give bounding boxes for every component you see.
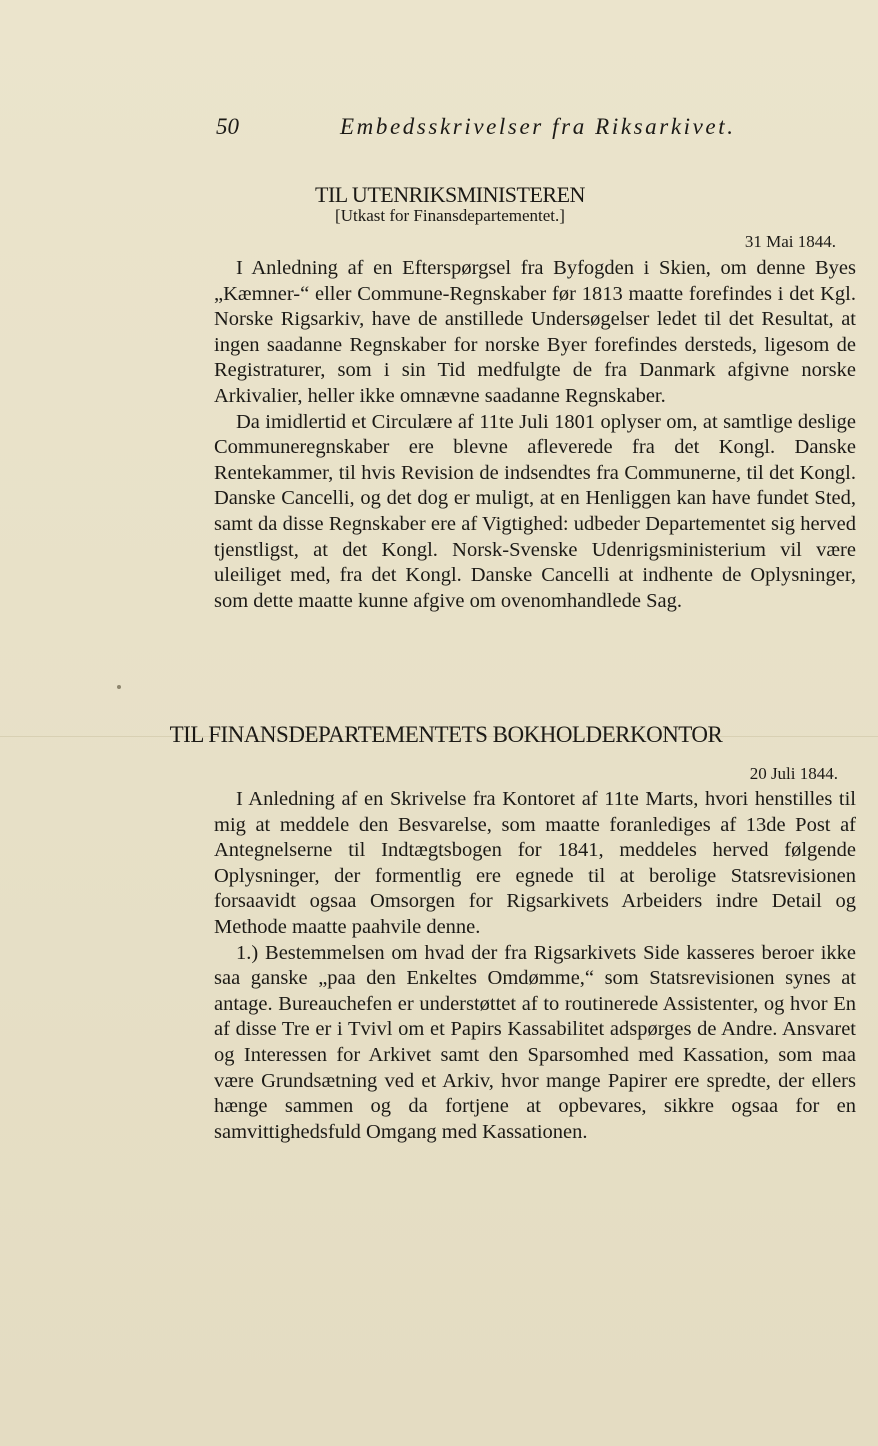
running-title: Embedsskrivelser fra Riksarkivet. [340,114,736,139]
letter1-paragraph: I Anledning af en Efterspørgsel fra Byfogden i Skien, om denne Byes „Kæmner-“ eller Commune-Regnskaber før 1813 maatte forefindes i det Kgl. Norske Rigsarkiv, have de anstillede Undersøgelser ledet til det Resultat, at ingen saadanne Regnskaber for norske Byer forefindes dersteds, ligesom de Registraturer, som i sin Tid medfulgte de fra Danmark afgivne norske Arkivalier, heller ikke omnævne saadanne Regnskaber. [214,257,856,407]
letter2-body [214,787,856,1145]
letter1-subheading: [Utkast for Finansdepartementet.] [335,206,565,225]
letter2-paragraph: I Anledning af en Skrivelse fra Kontoret af 11te Marts, hvori henstilles til mig at meddele den Besvarelse, som maatte foranlediges af 13de Post af Antegnelserne til Indtægtsbogen for 1841, meddeles herved følgende Oplysninger, der formentlig ere egnede til at berolige Statsrevisionen forsaavidt ogsaa Omsorgen for Rigsarkivets Arbeiders indre Detail og Methode maatte paahvile denne. [214,788,856,938]
letter1-date: 31 Mai 1844. [744,232,836,251]
paper-speck [117,685,121,689]
letter2-paragraph: 1.) Bestemmelsen om hvad der fra Rigsarkivets Side kasseres beroer ikke saa ganske „paa den Enkeltes Omdømme,“ som Statsrevisionen synes at antage. Bureauchefen er understøttet af to routinerede Assistenter, og hvor En af disse Tre er i Tvivl om et Papirs Kassabilitet adspørges de Andre. Ansvaret og Interessen for Arkivet samt den Sparsomhed med Kassation, som maa være Grundsætning ved et Arkiv, hvor mange Papirer ere spredte, der ellers hænge sammen og da fortjene at opbevares, sikkre ogsaa for en samvittighedsfuld Omgang med Kassationen. [214,941,856,1143]
letter1-heading: TIL UTENRIKSMINISTEREN [315,182,585,207]
letter2-heading: TIL FINANSDEPARTEMENTETS BOKHOLDERKONTOR [169,722,723,747]
letter1-body [214,256,856,614]
letter1-paragraph: Da imidlertid et Circulære af 11te Juli 1801 oplyser om, at samtlige deslige Communeregnskaber ere blevne afleverede fra det Kongl. Danske Rentekammer, til hvis Revision de indsendtes fra Communerne, til det Kongl. Danske Cancelli, og det dog er muligt, at en Henliggen kan have fundet Sted, samt da disse Regnskaber ere af Vigtighed: udbeder Departementet sig herved tjenstligst, at det Kongl. Norsk-Svenske Udenrigsministerium vil være uleiliget med, fra det Kongl. Danske Cancelli at indhente de Oplysninger, som dette maatte kunne afgive om ovenomhandlede Sag. [214,410,856,612]
page-header [216,114,856,150]
letter2-date: 20 Juli 1844. [749,764,838,783]
page-number: 50 [216,114,239,139]
